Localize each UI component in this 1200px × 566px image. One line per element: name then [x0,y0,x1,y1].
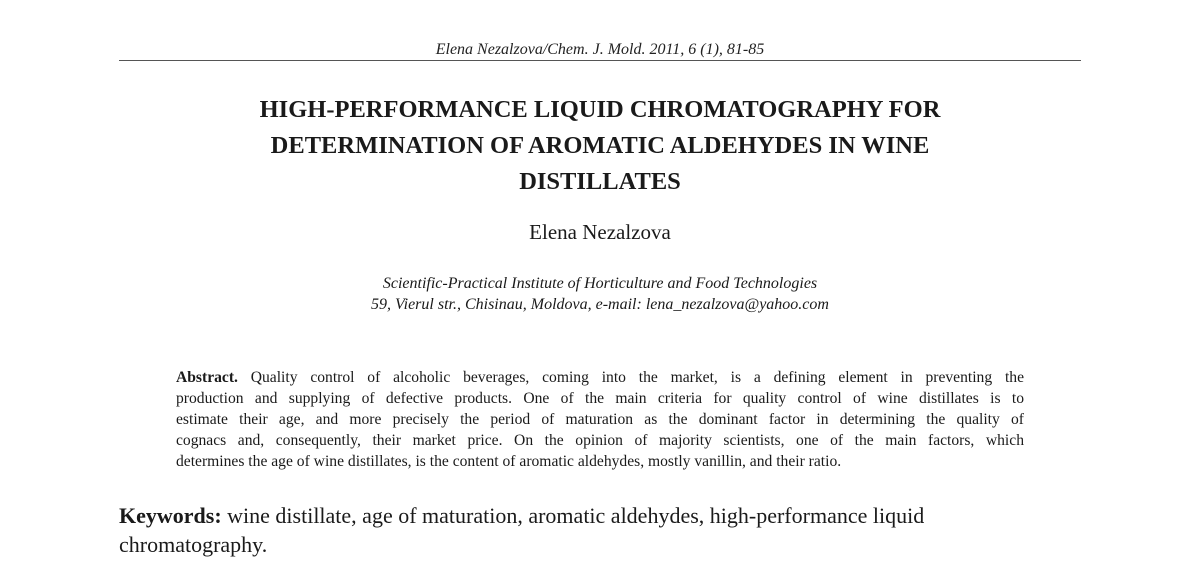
keywords-line-1 [119,501,1081,530]
abstract [176,367,1024,472]
author-name: Elena Nezalzova [529,220,671,244]
abstract-line-1 [176,367,1024,388]
header-rule [119,60,1081,61]
keywords-line-2: chromatography. [119,532,268,557]
keywords [119,501,1081,559]
keywords-line-1-text: wine distillate, age of maturation, aromatic aldehydes, high-performance liquid [221,503,925,528]
title-line-3: DISTILLATES [519,168,681,195]
running-header: Elena Nezalzova/Chem. J. Mold. 2011, 6 (1), 81-85 [435,41,765,58]
abstract-line-1-text: Quality control of alcoholic beverages, coming into the market, is a defining element in preventing the [237,369,1024,386]
keywords-label: Keywords: [119,503,222,528]
abstract-line-3: estimate their age, and more precisely the period of maturation as the dominant factor in determining the quality of [176,411,1024,428]
affiliation-address: 59, Vierul str., Chisinau, Moldova, e-mail: lena_nezalzova@yahoo.com [371,296,829,313]
abstract-label: Abstract. [176,369,238,386]
abstract-line-2: production and supplying of defective products. One of the main criteria for quality control of wine distillates is to [176,390,1024,407]
author-affiliation [0,273,1200,315]
abstract-line-5: determines the age of wine distillates, is the content of aromatic aldehydes, mostly vanillin, and their ratio. [176,453,842,470]
paper-title [150,92,1050,200]
title-line-1: HIGH-PERFORMANCE LIQUID CHROMATOGRAPHY FOR [259,96,941,123]
abstract-line-4: cognacs and, consequently, their market price. On the opinion of majority scientists, one of the main factors, which [176,432,1024,449]
affiliation-institute: Scientific-Practical Institute of Horticulture and Food Technologies [382,275,818,292]
title-line-2: DETERMINATION OF AROMATIC ALDEHYDES IN WINE [270,132,930,159]
